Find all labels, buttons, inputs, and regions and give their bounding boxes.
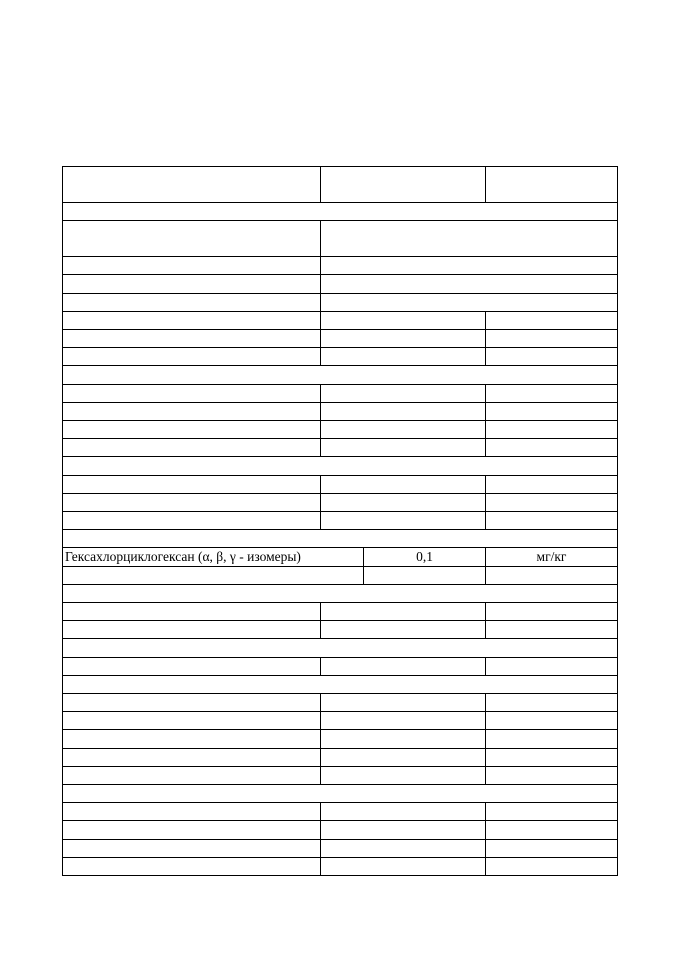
table-cell [485,166,618,203]
table-cell [62,602,321,621]
table-cell [485,384,618,403]
table-cell [320,511,486,530]
table-cell [62,365,618,385]
table-cell [62,748,321,767]
table-cell [485,711,618,730]
table-cell [62,529,618,548]
table-cell [320,748,486,767]
table-cell [485,693,618,712]
table-cell [320,620,486,639]
table-cell [62,420,321,439]
table-cell [62,657,321,676]
table-cell [62,311,321,330]
table-cell [62,493,321,512]
table-cell [62,256,321,275]
table-cell [320,293,618,312]
table-cell [62,729,321,749]
table-cell [485,839,618,858]
table-cell [62,620,321,639]
table-cell [485,511,618,530]
table-cell [320,256,618,275]
table-cell [320,839,486,858]
table-cell [485,820,618,840]
table-cell [320,166,486,203]
table-cell [320,802,486,821]
table-cell [485,802,618,821]
table-cell [363,566,486,585]
table-cell [320,857,486,876]
table-cell [320,220,618,257]
table-cell [485,438,618,457]
table-cell: Гексахлорциклогексан (α, β, γ - изомеры) [62,547,364,567]
table-cell [320,657,486,676]
table-cell [62,693,321,712]
table-cell [62,475,321,494]
table-cell [62,438,321,457]
table-cell [62,274,321,294]
table-cell [485,493,618,512]
table-cell [485,766,618,785]
table-cell [485,729,618,749]
table-cell [320,475,486,494]
table-cell [485,602,618,621]
table-cell [485,748,618,767]
table-cell [485,620,618,639]
table-cell [62,584,618,603]
table-cell [320,311,486,330]
regulation-table [62,166,617,879]
table-cell [320,766,486,785]
table-cell [62,638,618,658]
table-cell [62,456,618,476]
table-cell: мг/кг [485,547,618,567]
table-cell [320,602,486,621]
table-cell [62,839,321,858]
table-cell [62,293,321,312]
table-cell [62,711,321,730]
table-cell [62,384,321,403]
table-cell [62,347,321,366]
table-cell [320,493,486,512]
table-cell [320,347,486,366]
table-cell [485,657,618,676]
table-cell [485,347,618,366]
table-cell [320,729,486,749]
table-cell [485,475,618,494]
table-cell [320,420,486,439]
table-cell [62,402,321,421]
table-cell [62,784,618,803]
table-cell [320,693,486,712]
table-cell [485,329,618,348]
table-cell [485,420,618,439]
table-cell [485,566,618,585]
table-cell [62,566,364,585]
table-cell [62,511,321,530]
table-cell [320,711,486,730]
table-cell [485,402,618,421]
table-cell [62,857,321,876]
table-cell [62,675,618,694]
table-cell [485,857,618,876]
table-cell: 0,1 [363,547,486,567]
table-cell [320,438,486,457]
table-cell [62,329,321,348]
table-cell [320,274,618,294]
table-cell [62,220,321,257]
table-cell [320,329,486,348]
table-cell [320,820,486,840]
table-cell [62,202,618,221]
table-cell [320,402,486,421]
table-cell [62,820,321,840]
table-cell [62,766,321,785]
table-cell [485,311,618,330]
table-cell [320,384,486,403]
table-cell [62,166,321,203]
table-cell [62,802,321,821]
